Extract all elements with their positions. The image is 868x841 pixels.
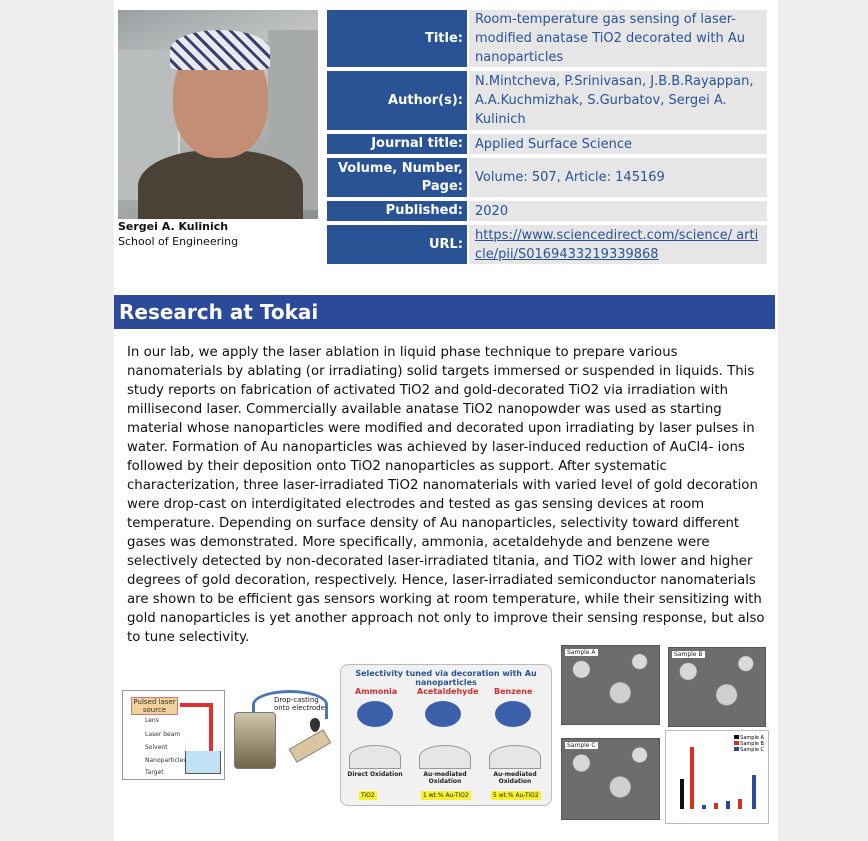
sem-label-a: Sample A [567, 649, 596, 656]
selectivity-title: Selectivity tuned via decoration with Au nanoparticles [355, 669, 537, 687]
sample-1wt-au: 1 wt.% Au-TiO2 [423, 792, 469, 799]
laser-beam-label: Laser beam [145, 731, 181, 738]
published-label: Published: [327, 201, 467, 221]
mechanism-au-1: Au-mediated Oxidation [423, 771, 467, 785]
legend-b: Sample B [740, 741, 764, 747]
ammonia-molecule-icon [357, 701, 393, 727]
journal-label: Journal title: [327, 134, 467, 154]
electrode-chip [289, 729, 332, 763]
info-row-title [327, 10, 767, 67]
authors-label: Author(s): [327, 71, 467, 130]
legend-a: Sample A [740, 735, 764, 741]
nanoparticles-label: Nanoparticles [145, 757, 187, 764]
volume-value: Volume: 507, Article: 145169 [469, 158, 767, 197]
info-row-journal [327, 134, 767, 154]
title-value: Room-temperature gas sensing of laser-modified anatase TiO2 decorated with Au nanoparticles [469, 10, 767, 67]
au-tio2-particle-high [489, 745, 541, 769]
bar-legend [734, 735, 764, 753]
tio2-particle [349, 745, 401, 769]
beaker [185, 751, 221, 774]
mechanism-au-2: Au-mediated Oxidation [493, 771, 537, 785]
published-value: 2020 [469, 201, 767, 221]
volume-label: Volume, Number, Page: [327, 158, 467, 197]
url-label: URL: [327, 225, 467, 264]
legend-c: Sample C [740, 747, 764, 753]
sem-label-b: Sample B [674, 651, 703, 658]
sample-5wt-au: 5 wt.% Au-TiO2 [493, 792, 539, 799]
laser-setup-figure [122, 690, 225, 780]
sem-image-c [561, 738, 660, 820]
section-heading: Research at Tokai [114, 295, 775, 329]
person-name: Sergei A. Kulinich [118, 220, 229, 233]
mechanism-direct: Direct Oxidation [347, 771, 403, 778]
paper-url-link[interactable]: https://www.sciencedirect.com/science/ article/pii/S0169433219339868 [475, 227, 759, 262]
vial [234, 712, 276, 769]
au-tio2-particle [419, 745, 471, 769]
authors-value: N.Mintcheva, P.Srinivasan, J.B.B.Rayappan, A.A.Kuchmizhak, S.Gurbatov, Sergei A. Kulinich [469, 71, 767, 130]
benzene-molecule-icon [495, 701, 531, 727]
info-row-authors [327, 71, 767, 130]
gas-ammonia: Ammonia [355, 687, 398, 696]
title-label: Title: [327, 10, 467, 67]
drop-casting-label: Drop-casting onto electrode [274, 696, 325, 712]
solvent-label: Solvent [145, 744, 168, 751]
info-row-volume [327, 158, 767, 197]
sem-image-a [561, 645, 660, 725]
info-row-published [327, 201, 767, 221]
research-body-text: In our lab, we apply the laser ablation in liquid phase technique to prepare various nanomaterials by ablating (or irradiating) solid targets immersed or suspended in liquids. This study reports on fabrication of activated TiO2 and gold-decorated TiO2 via irradiation with millisecond laser. Commercially available anatase TiO2 nanopowder was used as starting material whose nanoparticles were modified and decorated upon irradiating by laser pulses in water. Formation of Au nanoparticles was achieved by laser-induced reduction of AuCl4- ions followed by their deposition onto TiO2 nanoparticles as support. After systematic characterization, three laser-irradiated TiO2 nanomaterials with varied level of gold decoration were drop-cast on interdigitated electrodes and tested as gas sensing devices at room temperature. Depending on surface density of Au nanoparticles, selectivity toward different gases was demonstrated. More specifically, ammonia, acetaldehyde and benzene were selectively detected by non-decorated laser-irradiated titania, and TiO2 with lower and higher degrees of gold decoration, respectively. Hence, laser-irradiated semiconductor nanomaterials are shown to be efficient gas sensors working at room temperature, while their sensitizing with gold nanoparticles is yet another approach not only to improve their sensing response, but also to tune selectivity. [127, 345, 765, 645]
acetaldehyde-molecule-icon [425, 701, 461, 727]
response-bar-chart [665, 730, 769, 824]
gas-benzene: Benzene [494, 687, 533, 696]
drop-casting-figure [232, 690, 332, 772]
selectivity-figure [340, 664, 552, 806]
info-row-url [327, 225, 767, 264]
profile-photo [118, 10, 318, 219]
droplet-icon [310, 718, 320, 732]
sem-label-c: Sample C [567, 742, 596, 749]
sample-tio2: TiO2 [361, 792, 375, 799]
gas-acetaldehyde: Acetaldehyde [417, 687, 479, 696]
laser-source-label: Pulsed laser source [131, 697, 178, 715]
lens-label: Lens [145, 717, 159, 724]
person-school: School of Engineering [118, 235, 239, 248]
sem-image-b [668, 647, 766, 727]
target-label: Target [145, 769, 164, 776]
url-value [469, 225, 767, 264]
journal-value: Applied Surface Science [469, 134, 767, 154]
page [114, 0, 778, 841]
